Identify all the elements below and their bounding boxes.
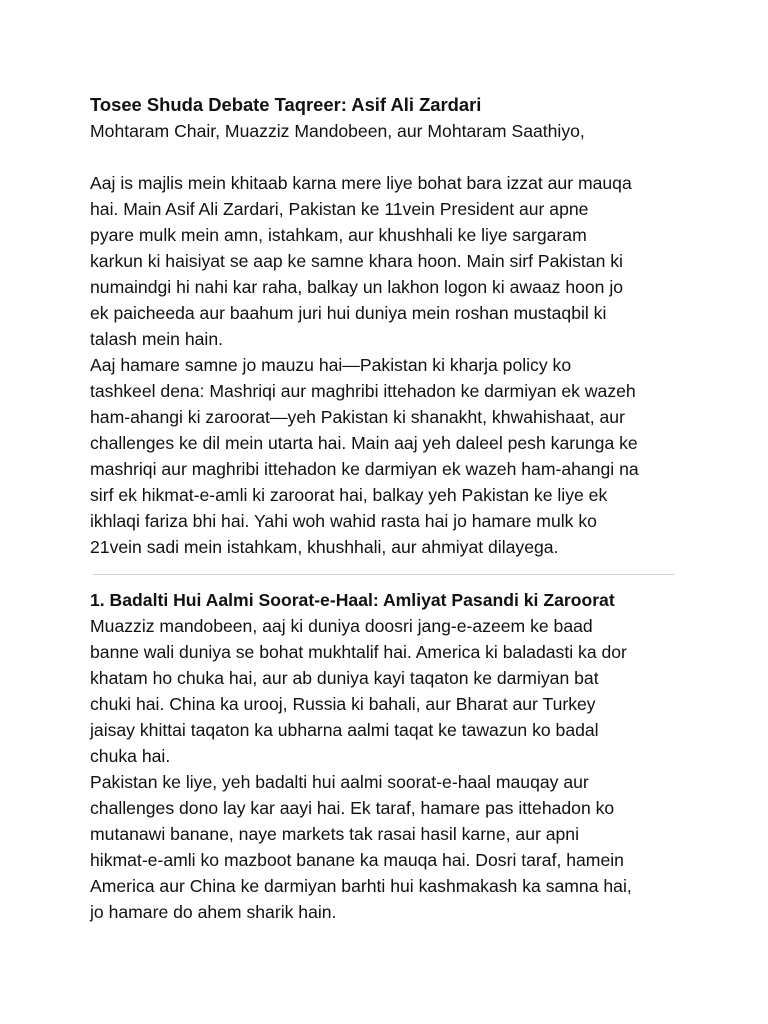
text-line: Muazziz mandobeen, aaj ki duniya doosri jang-e-azeem ke baad [90,616,593,636]
text-line: sirf ek hikmat-e-amli ki zaroorat hai, balkay yeh Pakistan ke liye ek [90,485,608,505]
text-line: pyare mulk mein amn, istahkam, aur khushhali ke liye sargaram [90,225,587,245]
section-divider [93,574,674,575]
text-line: ikhlaqi fariza bhi hai. Yahi woh wahid rasta hai jo hamare mulk ko [90,511,597,531]
text-line: jaisay khittai taqaton ka ubharna aalmi taqat ke tawazun ko badal [90,720,599,740]
text-line: jo hamare do ahem sharik hain. [90,902,337,922]
text-line: chuka hai. [90,746,171,766]
text-line: Pakistan ke liye, yeh badalti hui aalmi soorat-e-haal mauqay aur [90,772,589,792]
text-line: challenges dono lay kar aayi hai. Ek taraf, hamare pas ittehadon ko [90,798,615,818]
text-line: America aur China ke darmiyan barhti hui kashmakash ka samna hai, [90,876,632,896]
text-line: hai. Main Asif Ali Zardari, Pakistan ke 11vein President aur apne [90,199,589,219]
text-line: ek paicheeda aur baahum juri hui duniya mein roshan mustaqbil ki [90,303,607,323]
text-line: mashriqi aur maghribi ittehadon ke darmiyan ek wazeh ham-ahangi na [90,459,639,479]
text-line: chuki hai. China ka urooj, Russia ki bahali, aur Bharat aur Turkey [90,694,596,714]
text-line: hikmat-e-amli ko mazboot banane ka mauqa hai. Dosri taraf, hamein [90,850,624,870]
text-line: mutanawi banane, naye markets tak rasai hasil karne, aur apni [90,824,579,844]
intro-paragraph-1 [90,170,690,352]
text-line: karkun ki haisiyat se aap ke samne khara hoon. Main sirf Pakistan ki [90,251,623,271]
text-line: Aaj is majlis mein khitaab karna mere liye bohat bara izzat aur mauqa [90,173,632,193]
text-line: challenges ke dil mein utarta hai. Main aaj yeh daleel pesh karunga ke [90,433,638,453]
document-title: Tosee Shuda Debate Taqreer: Asif Ali Zardari [90,94,482,115]
section-heading: 1. Badalti Hui Aalmi Soorat-e-Haal: Amliyat Pasandi ki Zaroorat [90,590,615,610]
salutation: Mohtaram Chair, Muazziz Mandobeen, aur Mohtaram Saathiyo, [90,121,585,141]
text-line: talash mein hain. [90,329,224,349]
text-line: numaindgi hi nahi kar raha, balkay un lakhon logon ki awaaz hoon jo [90,277,624,297]
intro-paragraph-2 [90,352,690,560]
text-line: khatam ho chuka hai, aur ab duniya kayi taqaton ke darmiyan bat [90,668,599,688]
text-line: banne wali duniya se bohat mukhtalif hai. America ki baladasti ka dor [90,642,627,662]
document-page [90,92,690,925]
text-line: 21vein sadi mein istahkam, khushhali, aur ahmiyat dilayega. [90,537,559,557]
section1-paragraph-2 [90,769,690,925]
section1-paragraph-1 [90,613,690,769]
text-line: ham-ahangi ki zaroorat—yeh Pakistan ki shanakht, khwahishaat, aur [90,407,625,427]
text-line: tashkeel dena: Mashriqi aur maghribi ittehadon ke darmiyan ek wazeh [90,381,636,401]
text-line: Aaj hamare samne jo mauzu hai—Pakistan ki kharja policy ko [90,355,572,375]
